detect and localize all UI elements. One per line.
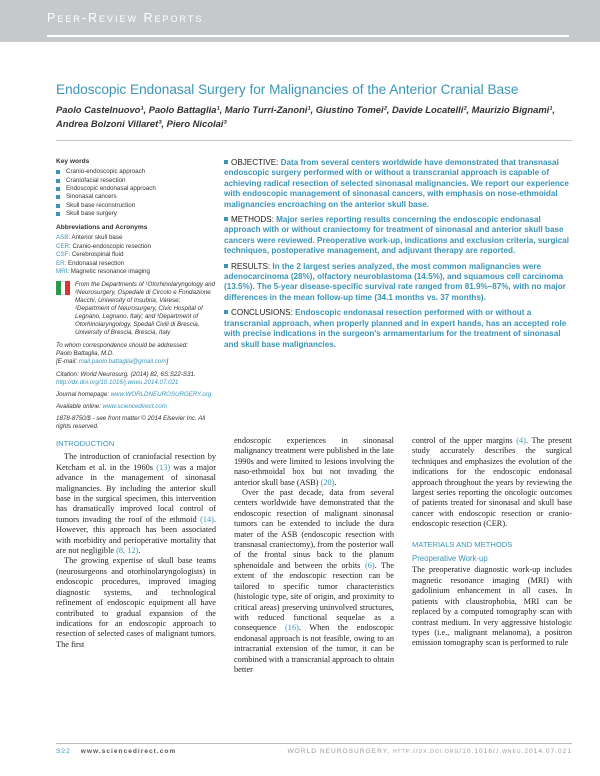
reference-link[interactable]: (6) xyxy=(364,560,375,570)
body-paragraph: The growing expertise of skull base teams (neurosurgeons and otorhinolaryngologists) in endoscopic procedures, improved imaging diagnostic systems, and technological refinement of endoscopic equipment all have contributed to gradual expansion of the indications for an endoscopic approach to resection of selected cases of malignant tumors. The first xyxy=(56,556,216,649)
bullet-square-icon xyxy=(56,187,60,191)
correspondence-block: To whom correspondence should be addressed: Paolo Battaglia, M.D. [E-mail: mail.paolo.battaglia@gmail.com] xyxy=(56,342,188,366)
abstract-methods: METHODS: Major series reporting results concerning the endoscopic endonasal approach with or without craniectomy for treatment of sinonasal and anterior skull base cancers were reviewed. Preoperative work-up, indications and exclusion criteria, surgical techniques, postoperative management, and adjuvant therapy are reported. xyxy=(224,215,569,256)
keywords-heading: Key words xyxy=(56,158,90,165)
available-online: Available online: www.sciencedirect.com xyxy=(56,403,167,411)
keyword-item: Cranio-endoscopic approach xyxy=(56,168,216,176)
body-paragraph: endoscopic experiences in sinonasal malignancy treatment were published in the late 1990s and were limited to lesions involving the naso-ethmoidal box but not invading the anterior skull base (ASB) (20). xyxy=(234,436,394,487)
abstract-results: RESULTS: In the 2 largest series analyzed, the most common malignancies were adenocarcinoma (28%), olfactory neuroblastoma (14.5%), and squamous cell carcinoma (13.5%). The 5-year disease-specific survival rate ranged from 81.9%–87%, with no major differences in the mean follow-up time (34.1 months vs. 37 months). xyxy=(224,261,566,302)
copyright-notice: 1878-8750/$ - see front matter © 2014 Elsevier Inc. All rights reserved. xyxy=(56,415,206,431)
keyword-item: Craniofacial resection xyxy=(56,176,216,184)
article-info-sidebar xyxy=(56,158,216,435)
header-divider xyxy=(47,35,569,37)
italy-flag-icon xyxy=(56,281,70,295)
body-paragraph: The preoperative diagnostic work-up includes magnetic resonance imaging (MRI) with gadolinium enhancement in all cases. In patients with claustrophobia, MRI can be replaced by a computed tomography scan with contrast medium. In very aggressive histologic types (i.e., malignant melanoma), a positron emission tomography scan is performed to rule xyxy=(412,565,572,648)
structured-abstract xyxy=(224,158,574,355)
bullet-square-icon xyxy=(56,195,60,199)
preoperative-workup-heading: Preoperative Work-up xyxy=(412,554,488,564)
keywords-list xyxy=(56,168,216,218)
reference-link[interactable]: (4) xyxy=(516,436,526,445)
abbreviation-item: CER: Cranio-endoscopic resection xyxy=(56,242,151,250)
abbreviations-heading: Abbreviations and Acronyms xyxy=(56,224,148,232)
abstract-objective: OBJECTIVE: Data from several centers worldwide have demonstrated that transnasal endoscopic surgery performed with or without a transcranial approach is capable of achieving radical resection of selected sinonasal malignancies. We report our experience with endoscopic management of sinonasal cancers, with emphasis on nose-ethmoidal malignancies encroaching on the anterior skull base. xyxy=(224,158,569,209)
abbreviation-item: CSF: Cerebrospinal fluid xyxy=(56,251,124,259)
sciencedirect-link[interactable]: www.sciencedirect.com xyxy=(102,403,167,411)
citation-block: Citation: World Neurosurg. (2014) 82, 6S:S22-S31. http://dx.doi.org/10.1016/j.wneu.2014.07.021 xyxy=(56,371,196,387)
journal-section-label: Peer-Review Reports xyxy=(47,11,204,25)
abstract-conclusions: CONCLUSIONS: Endoscopic endonasal resection performed with or without a transcranial approach, when properly planned and in expert hands, has an accepted role with precise indications in the surgeon's armamentarium for the treatment of sinonasal and skull base malignancies. xyxy=(224,308,567,349)
keyword-item: Sinonasal cancers xyxy=(56,193,216,201)
abbreviations-list xyxy=(56,234,216,276)
reference-link[interactable]: (8, 12) xyxy=(116,546,139,556)
bullet-square-icon xyxy=(224,264,228,268)
page-number: S22 xyxy=(56,748,71,755)
abbreviation-item: ASB: Anterior skull base xyxy=(56,234,123,242)
affiliation-block xyxy=(56,281,216,337)
email-link[interactable]: mail.paolo.battaglia@gmail.com xyxy=(78,358,167,366)
page-footer xyxy=(56,748,572,755)
bullet-square-icon xyxy=(224,160,228,164)
body-column-1 xyxy=(56,439,216,650)
footer-site-link[interactable]: www.sciencedirect.com xyxy=(80,748,177,755)
bullet-square-icon xyxy=(56,179,60,183)
bullet-square-icon xyxy=(56,170,60,174)
body-paragraph: control of the upper margins (4). The present study accurately describes the surgical techniques and emphasizes the evolution of the indications for the endoscopic endonasal approach throughout the years by reviewing the largest series reporting the oncologic outcomes of patients treated for sinonasal and skull base cancer with endoscopic resection or cranio-endoscopic resection (CER). xyxy=(412,436,573,529)
authors-line-2: Andrea Bolzoni Villaret³, Piero Nicolai³ xyxy=(56,117,227,129)
bullet-square-icon xyxy=(56,212,60,216)
body-paragraph: The introduction of craniofacial resection by Ketcham et al. in the 1960s (13) was a major advance in the management of sinonasal malignancies. By including the anterior skull base in the surgical specimen, this intervention has dramatically improved local control of tumors invading the roof of the ethmoid (14). However, this approach has been associated with morbidity and perioperative mortality that are not negligible (8, 12). xyxy=(56,452,216,556)
materials-methods-heading: MATERIALS AND METHODS xyxy=(412,539,513,549)
keyword-item: Endoscopic endonasal approach xyxy=(56,185,216,193)
reference-link[interactable]: (14) xyxy=(200,514,214,524)
title-divider xyxy=(56,140,572,141)
bullet-square-icon xyxy=(224,217,228,221)
affiliation-text: From the Departments of ¹Otorhinolaryngology and ²Neurosurgery, Ospedale di Circolo e Fondazione Macchi, University of Insubria, Varese; ²Department of Neurosurgery, Civic Hospital of Legnano, Legnano, Italy; and ³Department of Otorhinolaryngology, Spedali Civili di Brescia, University of Brescia, Brescia, Italy xyxy=(75,281,215,337)
reference-link[interactable]: (13) xyxy=(156,462,171,472)
bullet-square-icon xyxy=(224,310,228,314)
journal-header-band xyxy=(0,0,600,42)
bullet-square-icon xyxy=(56,204,60,208)
footer-journal-ref: WORLD NEUROSURGERY, http://dx.doi.org/10.1016/j.wneu.2014.07.021 xyxy=(287,748,572,755)
reference-link[interactable]: (20) xyxy=(320,477,335,487)
footer-divider xyxy=(56,743,572,744)
reference-link[interactable]: (16) xyxy=(285,623,299,633)
keyword-item: Skull base reconstruction xyxy=(56,202,216,210)
homepage-link[interactable]: www.WORLDNEUROSURGERY.org xyxy=(110,391,212,399)
body-column-2 xyxy=(234,436,394,675)
body-column-3 xyxy=(412,436,572,649)
authors-line-1: Paolo Castelnuovo¹, Paolo Battaglia¹, Mario Turri-Zanoni¹, Giustino Tomei², Davide Locatelli², Maurizio Bignami¹, xyxy=(56,104,556,115)
author-list xyxy=(56,103,576,130)
doi-link[interactable]: http://dx.doi.org/10.1016/j.wneu.2014.07.021 xyxy=(56,379,179,387)
keyword-item: Skull base surgery xyxy=(56,210,216,218)
abbreviation-item: MRI: Magnetic resonance imaging xyxy=(56,267,150,275)
article-title: Endoscopic Endonasal Surgery for Malignancies of the Anterior Cranial Base xyxy=(56,82,519,97)
body-paragraph: Over the past decade, data from several centers worldwide have demonstrated that the endoscopic resection of malignant sinonasal tumors can be extended to include the dura mater of the ASB (endoscopic resection with transnasal craniectomy), from the posterior wall of the frontal sinus back to the planum sphenoidale and between the orbits (6). The extent of the endoscopic resection can be tailored to specific tumor characteristics (histologic type, site of origin, and proximity to critical areas) preserving uninvolved structures, with reduced functional sequelae as a consequence (16). When the endoscopic endonasal approach is not feasible, owing to an intracranial extension of the tumor, it can be combined with a transcranial approach to obtain better xyxy=(234,488,394,674)
journal-homepage: Journal homepage: www.WORLDNEUROSURGERY.org xyxy=(56,391,212,399)
introduction-heading: INTRODUCTION xyxy=(56,439,115,448)
abbreviation-item: ER: Endonasal resection xyxy=(56,259,125,267)
